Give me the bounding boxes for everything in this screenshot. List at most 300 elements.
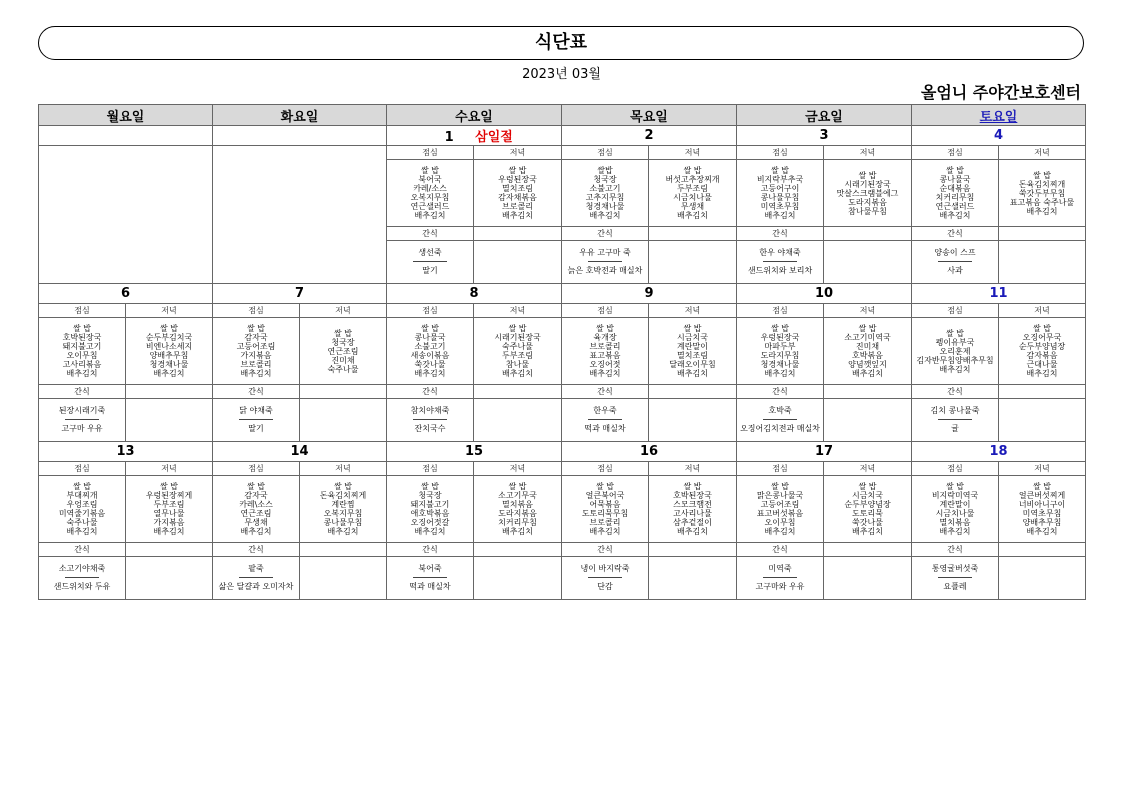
month-label: 2023년 03월 (522, 67, 601, 82)
menu-item: 미역초무침 (760, 202, 800, 211)
lunch-menu (912, 160, 999, 227)
snack-item: 한우 야채죽 (759, 248, 801, 257)
dinner-menu (300, 318, 387, 385)
lunch-label: 점심 (213, 304, 300, 318)
menu-item: 돈육김치찌게 (319, 491, 367, 500)
snack-label-blank (474, 227, 562, 241)
day-date-cell (387, 126, 562, 146)
lunch-menu (562, 476, 649, 543)
day-number: 1 (444, 130, 454, 145)
menu-item: 쌀 밥 (160, 324, 178, 333)
snack-item: 딸기 (248, 424, 264, 433)
snack-item: 단감 (597, 582, 613, 591)
dinner-menu (649, 476, 737, 543)
menu-item: 카레/소스 (413, 184, 447, 193)
snack-menu (737, 241, 824, 284)
snack-divider (413, 577, 447, 578)
menu-item: 배추김치 (153, 527, 185, 536)
menu-item: 오징어젓 (589, 360, 621, 369)
menu-item: 돼지불고기 (410, 500, 450, 509)
week-date-row (39, 284, 1086, 304)
menu-item: 배추김치 (852, 369, 883, 378)
dinner-label: 저녁 (126, 462, 213, 476)
menu-item: 계란찜 (331, 500, 355, 509)
menu-item: 고등어조림 (760, 500, 800, 509)
menu-item: 미역초무침 (1022, 509, 1062, 518)
snack-label: 간식 (387, 385, 474, 399)
dinner-menu (474, 160, 562, 227)
menu-item: 우렁된장찌게 (145, 491, 193, 500)
menu-item: 콩나물무침 (323, 518, 363, 527)
snack-menu-row (39, 557, 1086, 600)
dinner-menu (649, 160, 737, 227)
menu-item: 소불고기 (414, 342, 446, 351)
menu-item: 쌀 밥 (683, 324, 702, 333)
dinner-label: 저녁 (300, 462, 387, 476)
menu-item: 숙주나물 (327, 364, 359, 374)
menu-item: 브로콜리 (589, 342, 621, 351)
lunch-label: 점심 (387, 462, 474, 476)
menu-item: 시래기된장국 (494, 333, 541, 342)
snack-item: 호박죽 (768, 406, 792, 415)
holiday-label: 삼일절 (475, 130, 513, 145)
menu-item: 배추김치 (414, 527, 446, 536)
menu-item: 쌀 밥 (858, 482, 877, 491)
menu-item: 쌀 밥 (683, 166, 702, 175)
snack-menu (39, 557, 126, 600)
snack-blank (824, 241, 912, 284)
menu-item: 우엉조림 (66, 500, 98, 509)
dinner-label: 저녁 (824, 304, 912, 318)
day-number: 9 (644, 286, 654, 301)
menu-item: 표고볶음 숙주나물 (1009, 197, 1075, 207)
snack-blank (300, 399, 387, 442)
menu-item: 배추김치 (327, 527, 359, 536)
snack-item: 사과 (947, 266, 963, 275)
day-date-cell (737, 126, 912, 146)
menu-item: 고사리볶음 (62, 360, 102, 369)
menu-item: 새송이볶음 (410, 351, 450, 360)
menu-item: 시금치국 (677, 333, 708, 342)
snack-divider (763, 261, 797, 262)
day-number: 3 (819, 128, 829, 143)
day-date-cell (39, 126, 213, 146)
snack-blank (999, 399, 1086, 442)
snack-item: 고구마 우유 (61, 424, 103, 433)
snack-item: 김치 콩나물죽 (930, 406, 980, 415)
lunch-menu (912, 476, 999, 543)
menu-item: 배추김치 (66, 527, 98, 536)
day-number: 10 (814, 286, 834, 301)
menu-item: 배추김치 (939, 364, 971, 374)
menu-item: 쌀밥 (597, 166, 613, 175)
menu-item: 콩나물무침 (760, 193, 800, 202)
menu-item: 북어국 (418, 175, 442, 184)
menu-item: 오리훈제 (939, 346, 971, 356)
snack-item: 귤 (951, 424, 959, 433)
menu-item: 너비아니구이 (1018, 500, 1066, 509)
menu-item: 배추김치 (764, 527, 796, 536)
menu-item: 오이무침 (66, 351, 98, 360)
menu-item: 청국장 (418, 491, 442, 500)
meal-header-row (39, 462, 1086, 476)
dinner-label: 저녁 (999, 304, 1086, 318)
dinner-label: 저녁 (474, 304, 562, 318)
dinner-label: 저녁 (126, 304, 213, 318)
menu-item: 도라지볶음 (498, 509, 537, 518)
snack-label-blank (300, 543, 387, 557)
menu-item: 배추김치 (589, 211, 621, 220)
menu-item: 양배추무침 (1022, 518, 1062, 527)
menu-item: 쌀 밥 (946, 328, 964, 338)
menu-item: 브로콜리 (589, 518, 621, 527)
menu-item: 배추김치 (240, 527, 272, 536)
lunch-menu (912, 318, 999, 385)
weekday-header-row (39, 105, 1086, 126)
menu-item: 비지락미역국 (931, 491, 979, 500)
day-date-cell (912, 126, 1086, 146)
lunch-label: 점심 (912, 304, 999, 318)
dinner-label: 저녁 (300, 304, 387, 318)
snack-item: 늙은 호박전과 매실차 (567, 266, 643, 275)
menu-item: 연근조림 (327, 346, 359, 356)
dinner-menu (474, 318, 562, 385)
week-date-row (39, 126, 1086, 146)
menu-item: 참나물무침 (848, 206, 887, 216)
lunch-menu (387, 476, 474, 543)
day-date-cell (387, 284, 562, 304)
menu-item: 쌀 밥 (683, 482, 702, 491)
menu-item: 카레\소스 (239, 500, 273, 509)
lunch-menu (737, 160, 824, 227)
day-number: 6 (120, 286, 131, 301)
dinner-menu (126, 476, 213, 543)
day-number: 17 (814, 444, 834, 459)
dinner-menu (824, 476, 912, 543)
snack-label-blank (649, 543, 737, 557)
menu-item: 쑥갓두부무침 (1018, 188, 1066, 198)
menu-item: 무생채 (244, 518, 268, 527)
meal-header-row (39, 146, 1086, 160)
page-title: 식단표 (38, 26, 1084, 60)
menu-item: 우렁된장국 (760, 333, 800, 342)
snack-menu (39, 399, 126, 442)
lunch-label: 점심 (39, 462, 126, 476)
dinner-menu (126, 318, 213, 385)
menu-item: 오복지무침 (410, 193, 450, 202)
lunch-menu (39, 318, 126, 385)
snack-blank (649, 399, 737, 442)
menu-item: 브로콜리 (502, 202, 533, 211)
menu-item: 오징어무국 (1022, 333, 1062, 342)
snack-label-blank (649, 385, 737, 399)
lunch-label: 점심 (737, 146, 824, 160)
dinner-label: 저녁 (649, 146, 737, 160)
menu-item: 도토리묵무침 (581, 509, 629, 518)
snack-menu (213, 557, 300, 600)
menu-item: 양배추무침 (149, 351, 189, 360)
snack-item: 통영굴버섯죽 (931, 564, 979, 573)
menu-item: 쌀 밥 (73, 324, 91, 333)
day-number: 7 (294, 286, 305, 301)
snack-menu (387, 241, 474, 284)
menu-item: 맛살스크램블에그 (836, 188, 899, 198)
lunch-label: 점심 (912, 462, 999, 476)
menu-item: 멸치볶음 (502, 500, 533, 509)
snack-label: 간식 (737, 385, 824, 399)
dinner-label: 저녁 (999, 462, 1086, 476)
menu-item: 표고볶음 (589, 351, 621, 360)
snack-blank (649, 241, 737, 284)
menu-item: 고등어구이 (760, 184, 800, 193)
menu-item: 돈육김치찌개 (1018, 179, 1066, 189)
snack-blank (824, 557, 912, 600)
meal-menu-row (39, 318, 1086, 385)
menu-item: 배추김치 (1026, 369, 1058, 378)
menu-item: 쑥갓나물 (414, 360, 446, 369)
snack-menu (737, 557, 824, 600)
menu-item: 쌀 밥 (421, 166, 439, 175)
meal-calendar (38, 104, 1086, 600)
day-number: 14 (290, 444, 309, 459)
menu-item: 배추김치 (414, 211, 446, 220)
menu-item: 오복지무침 (323, 509, 363, 518)
snack-divider (938, 577, 972, 578)
menu-item: 연근샐러드 (410, 202, 450, 211)
weekday-fri: 금요일 (737, 105, 912, 126)
menu-item: 소불고기 (589, 184, 621, 193)
menu-item: 애호박볶음 (410, 509, 450, 518)
day-number: 13 (116, 444, 135, 459)
day-number: 15 (464, 444, 484, 459)
snack-item: 샌드위치와 두유 (53, 582, 111, 591)
menu-item: 시래기된장국 (844, 179, 891, 189)
menu-item: 쌀 밥 (771, 324, 789, 333)
snack-menu (387, 557, 474, 600)
weekday-wed: 수요일 (387, 105, 562, 126)
lunch-label: 점심 (912, 146, 999, 160)
weekday-thu: 목요일 (562, 105, 737, 126)
weekday-sat: 토요일 (912, 105, 1086, 126)
menu-item: 배추김치 (1026, 527, 1058, 536)
day-date-cell (562, 126, 737, 146)
day-date-cell (912, 284, 1086, 304)
menu-item: 고사리나물 (673, 509, 712, 518)
menu-item: 연근조림 (240, 509, 272, 518)
snack-label-blank (126, 543, 213, 557)
snack-item: 된장시래기죽 (58, 406, 106, 415)
menu-item: 쌀 밥 (421, 324, 439, 333)
snack-divider (239, 577, 273, 578)
menu-item: 쌀 밥 (334, 482, 352, 491)
snack-item: 북어죽 (418, 564, 442, 573)
snack-menu (387, 399, 474, 442)
menu-item: 표고버섯볶음 (756, 509, 804, 518)
snack-item: 고구마와 우유 (755, 582, 805, 591)
snack-item: 딸기 (422, 266, 438, 275)
menu-item: 청국장 (593, 175, 617, 184)
day-number: 11 (989, 286, 1008, 301)
snack-blank (474, 557, 562, 600)
menu-item: 얼큰북어국 (585, 491, 625, 500)
snack-header-row (39, 385, 1086, 399)
menu-item: 두부조림 (677, 184, 708, 193)
menu-item: 청국장 (331, 337, 355, 347)
day-date-cell (213, 442, 387, 462)
menu-item: 배추김치 (764, 369, 796, 378)
snack-label: 간식 (39, 385, 126, 399)
lunch-menu (213, 476, 300, 543)
menu-item: 쌀 밥 (160, 482, 178, 491)
menu-item: 두부조림 (153, 500, 185, 509)
menu-item: 참나물 (505, 360, 530, 369)
menu-item: 비지락부추국 (756, 175, 804, 184)
menu-item: 시금치국 (852, 491, 883, 500)
snack-item: 닭 야채죽 (239, 406, 273, 415)
snack-menu (213, 399, 300, 442)
menu-item: 도라지볶음 (848, 197, 887, 207)
snack-item: 생선죽 (418, 248, 442, 257)
menu-item: 쌀 밥 (771, 166, 789, 175)
snack-label-blank (999, 385, 1086, 399)
menu-item: 연근샐러드 (935, 202, 975, 211)
menu-item: 쌀 밥 (73, 482, 91, 491)
empty-day-cell (39, 146, 213, 284)
menu-item: 시금치나물 (935, 509, 975, 518)
menu-item: 고추지무침 (585, 193, 625, 202)
menu-item: 배추김치 (414, 369, 446, 378)
snack-divider (65, 577, 99, 578)
lunch-menu (562, 318, 649, 385)
menu-item: 쌀 밥 (1033, 324, 1051, 333)
menu-item: 쌀 밥 (596, 324, 614, 333)
dinner-menu (999, 476, 1086, 543)
day-date-cell (39, 284, 213, 304)
lunch-menu (213, 318, 300, 385)
menu-item: 진미채 (855, 342, 880, 351)
lunch-label: 점심 (562, 304, 649, 318)
menu-item: 배추김치 (1026, 206, 1058, 216)
snack-divider (413, 261, 447, 262)
snack-item: 오징어김치전과 매실차 (740, 424, 820, 433)
dinner-menu (999, 160, 1086, 227)
snack-label: 간식 (387, 227, 474, 241)
menu-item: 순두부양념장 (844, 500, 891, 509)
menu-item: 순두부김치국 (145, 333, 193, 342)
snack-menu (562, 241, 649, 284)
menu-item: 청경채나물 (760, 360, 800, 369)
menu-item: 호박된장국 (673, 491, 712, 500)
snack-menu (912, 557, 999, 600)
dinner-label: 저녁 (474, 462, 562, 476)
day-date-cell (213, 284, 387, 304)
day-date-cell (562, 284, 737, 304)
menu-item: 콩나물국 (414, 333, 446, 342)
dinner-label: 저녁 (999, 146, 1086, 160)
dinner-label: 저녁 (649, 462, 737, 476)
snack-item: 냉이 바지락죽 (580, 564, 630, 573)
center-name: 올엄니 주야간보호센터 (920, 83, 1081, 102)
lunch-label: 점심 (387, 146, 474, 160)
lunch-label: 점심 (737, 304, 824, 318)
menu-item: 미역줄기볶음 (58, 509, 106, 518)
dinner-menu (300, 476, 387, 543)
snack-menu (912, 399, 999, 442)
menu-item: 브로콜리 (240, 360, 272, 369)
day-date-cell (562, 442, 737, 462)
lunch-label: 점심 (562, 462, 649, 476)
menu-item: 치커리무침 (935, 193, 975, 202)
snack-blank (824, 399, 912, 442)
snack-item: 한우죽 (593, 406, 617, 415)
menu-item: 배추김치 (66, 369, 98, 378)
menu-item: 스모크햄전 (673, 500, 712, 509)
snack-item: 떡과 매실차 (584, 424, 626, 433)
dinner-label: 저녁 (649, 304, 737, 318)
menu-item: 숙주나물 (66, 518, 98, 527)
snack-item: 잔치국수 (414, 424, 446, 433)
menu-item: 양념깻잎지 (848, 360, 887, 369)
menu-item: 쑥갓나물 (852, 518, 883, 527)
menu-item: 도토리묵 (852, 509, 883, 518)
snack-label: 간식 (912, 227, 999, 241)
menu-item: 계란말이 (939, 500, 971, 509)
day-date-cell (737, 442, 912, 462)
snack-label: 간식 (562, 227, 649, 241)
menu-item: 계란말이 (677, 342, 708, 351)
day-number: 2 (644, 128, 654, 143)
menu-item: 쌀 밥 (508, 166, 527, 175)
menu-item: 마파두부 (764, 342, 796, 351)
menu-item: 배추김치 (240, 369, 272, 378)
menu-item: 소고기무국 (498, 491, 537, 500)
menu-item: 맑은콩나물국 (756, 491, 804, 500)
snack-blank (999, 557, 1086, 600)
menu-item: 배추김치 (153, 369, 185, 378)
menu-item: 진미채 (331, 355, 355, 365)
week-date-row (39, 442, 1086, 462)
snack-header-row (39, 543, 1086, 557)
snack-label: 간식 (387, 543, 474, 557)
snack-blank (126, 557, 213, 600)
empty-day-cell (213, 146, 387, 284)
day-date-cell (213, 126, 387, 146)
menu-item: 돼지불고기 (62, 342, 102, 351)
menu-item: 쌀 밥 (421, 482, 439, 491)
dinner-label: 저녁 (824, 146, 912, 160)
menu-item: 배추김치 (677, 369, 708, 378)
snack-divider (588, 261, 622, 262)
menu-item: 쌀 밥 (771, 482, 789, 491)
snack-item: 참치야채죽 (410, 406, 450, 415)
day-number: 18 (989, 444, 1008, 459)
snack-label: 간식 (737, 227, 824, 241)
weekday-mon: 월요일 (39, 105, 213, 126)
snack-item: 소고기야채죽 (58, 564, 106, 573)
snack-item: 떡과 매실차 (409, 582, 451, 591)
snack-item: 미역죽 (768, 564, 792, 573)
menu-item: 근대나물 (1026, 360, 1058, 369)
menu-item: 우렁된장국 (498, 175, 537, 184)
menu-item: 무생채 (680, 202, 705, 211)
day-date-cell (912, 442, 1086, 462)
snack-label-blank (999, 227, 1086, 241)
menu-item: 달래오이무침 (669, 360, 716, 369)
snack-item: 삶은 달걀과 오미자차 (218, 582, 294, 591)
snack-label-blank (824, 543, 912, 557)
snack-blank (474, 241, 562, 284)
menu-item: 순대볶음 (939, 184, 971, 193)
